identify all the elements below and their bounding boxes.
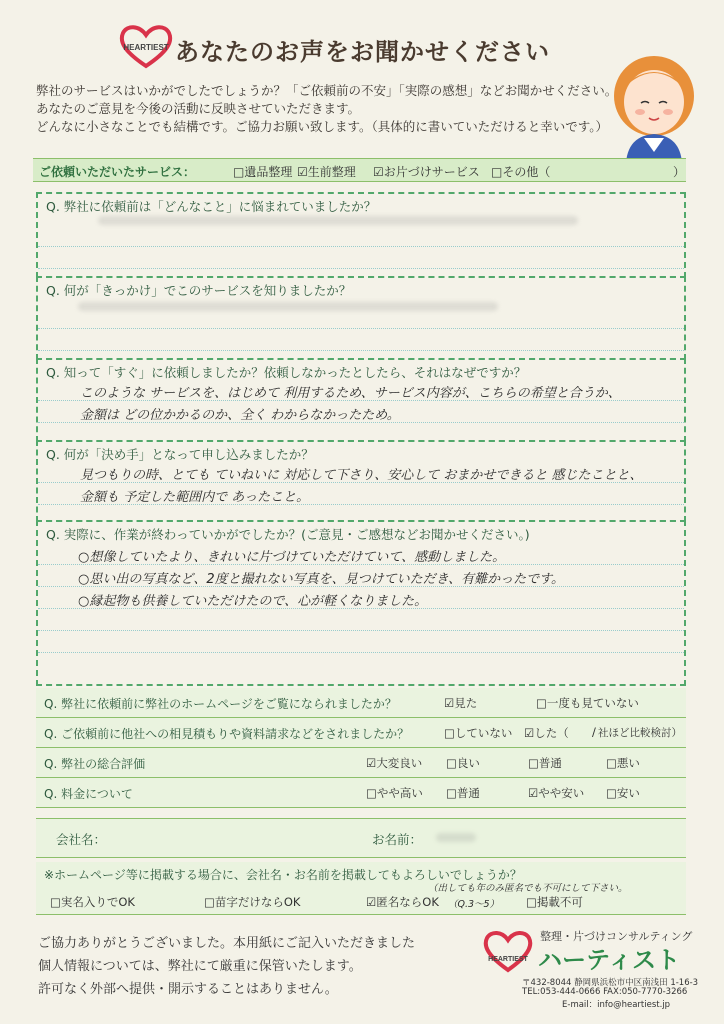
brand-tagline: 整理・片づけコンサルティング: [540, 930, 693, 943]
page-title: あなたのお声をお聞かせください: [175, 38, 550, 66]
intro-line: 弊社のサービスはいかがでしたでしょうか？「ご依頼前の不安」「実際の感想」などお聞かせください。: [36, 83, 618, 98]
publish-question: ※ホームページ等に掲載する場合に、会社名・お名前を掲載してもよろしいでしょうか？: [44, 868, 522, 882]
thanks-line: 許可なく外部へ提供・開示することはありません。: [38, 982, 338, 997]
thanks-text: [38, 932, 415, 1001]
survey-row: [36, 688, 686, 718]
row-option[interactable]: □やや高い: [366, 786, 423, 800]
row-option[interactable]: □普通: [446, 786, 480, 800]
service-option[interactable]: ☑生前整理: [297, 165, 356, 179]
row-option[interactable]: ☑見た: [444, 696, 478, 710]
service-option[interactable]: □遺品整理: [233, 165, 293, 179]
brand-tel: TEL:053-444-0666 FAX:050-7770-3266: [522, 987, 688, 997]
service-option[interactable]: □その他（: [491, 165, 551, 179]
intro-text: [36, 82, 636, 136]
publish-option[interactable]: □掲載不可: [526, 895, 583, 909]
question-title: Q. 何が「きっかけ」でこのサービスを知りましたか？: [46, 283, 352, 298]
row-option[interactable]: □一度も見ていない: [536, 696, 639, 710]
service-option-close: ）: [673, 165, 686, 179]
row-question: Q. 料金について: [44, 787, 133, 801]
question-box: [36, 192, 686, 278]
heart-logo: [115, 22, 177, 70]
publish-note: （出しても年のみ匿名でも不可にして下さい。: [428, 883, 628, 894]
intro-line: どんなに小さなことでも結構です。ご協力お願い致します。（具体的に書いていただけると幸いです。）: [36, 119, 609, 134]
question-title: Q. 弊社に依頼前は「どんなこと」に悩まれていましたか？: [46, 199, 377, 214]
row-option[interactable]: □悪い: [606, 756, 640, 770]
survey-row: [36, 778, 686, 808]
company-brand: [480, 928, 699, 1020]
services-band: [33, 158, 686, 182]
survey-row: [36, 748, 686, 778]
row-option[interactable]: □良い: [446, 756, 480, 770]
publish-option[interactable]: ☑匿名ならOK: [366, 895, 439, 909]
service-option[interactable]: ☑お片づけサービス: [373, 165, 480, 179]
question-box: [36, 358, 686, 442]
answer-line: 見つもりの時、とても ていねいに 対応して下さり、安心して おまかせできると 感じたことと、: [80, 468, 643, 483]
brand-logo-text: HEARTIEST: [488, 956, 528, 963]
company-name-row: [36, 818, 686, 858]
row-option-suffix: 社ほど比較検討）: [598, 727, 682, 739]
answer-line: 金額も 予定した範囲内で あったこと。: [80, 490, 310, 505]
row-question: Q. 弊社の総合評価: [44, 757, 146, 771]
question-title: Q. 実際に、作業が終わっていかがでしたか？(ご意見・ご感想などお聞かせください。): [46, 527, 530, 542]
answer-line: 金額は どの位かかるのか、全く わからなかったため。: [80, 408, 400, 423]
heart-logo-icon: [480, 928, 536, 974]
row-option[interactable]: ☑大変良い: [366, 756, 423, 770]
publish-consent: [36, 862, 686, 915]
row-option[interactable]: □普通: [528, 756, 562, 770]
brand-email: E-mail：info@heartiest.jp: [562, 1000, 671, 1010]
redacted-name: [436, 833, 476, 842]
row-option[interactable]: □安い: [606, 786, 640, 800]
publish-note-range: （Q.3〜5）: [448, 899, 500, 910]
thanks-line: 個人情報については、弊社にて厳重に保管いたします。: [38, 959, 362, 974]
answer-line: ○思い出の写真など、2度と撮れない写真を、見つけていただき、有難かったです。: [78, 572, 565, 587]
redacted-answer: [98, 216, 578, 225]
logo-text: HEARTIEST: [123, 43, 169, 52]
question-box: [36, 276, 686, 360]
answer-line: ○想像していたより、きれいに片づけていただけていて、感動しました。: [78, 550, 506, 565]
row-option[interactable]: ☑した（: [524, 726, 569, 740]
row-option-slash: /: [592, 725, 596, 739]
answer-line: このような サービスを、はじめて 利用するため、サービス内容が、こちらの希望と合うか、: [80, 386, 621, 401]
question-box: [36, 440, 686, 522]
thanks-line: ご協力ありがとうございました。本用紙にご記入いただきました: [38, 936, 416, 951]
services-label: ご依頼いただいたサービス：: [39, 165, 196, 179]
row-question: Q. 弊社に依頼前に弊社のホームページをご覧になられましたか？: [44, 697, 397, 711]
survey-row: [36, 718, 686, 748]
publish-option[interactable]: □苗字だけならOK: [204, 895, 301, 909]
company-label: 会社名：: [56, 832, 107, 847]
publish-option[interactable]: □実名入りでOK: [50, 895, 135, 909]
question-title: Q. 知って「すぐ」に依頼しましたか？依頼しなかったとしたら、それはなぜですか？: [46, 365, 527, 380]
brand-address: 〒432-8044 静岡県浜松市中区南浅田 1-16-3: [522, 978, 699, 988]
name-label: お名前：: [372, 832, 423, 847]
row-option[interactable]: ☑やや安い: [528, 786, 585, 800]
row-option[interactable]: □していない: [444, 726, 513, 740]
question-title: Q. 何が「決め手」となって申し込みましたか？: [46, 447, 314, 462]
intro-line: あなたのご意見を今後の活動に反映させていただきます。: [36, 101, 361, 116]
row-question: Q. ご依頼前に他社への相見積もりや資料請求などをされましたか？: [44, 727, 410, 741]
question-box: [36, 520, 686, 686]
answer-line: ○縁起物も供養していただけたので、心が軽くなりました。: [78, 594, 428, 609]
brand-name: ハーティスト: [538, 946, 681, 974]
redacted-answer: [78, 302, 498, 311]
